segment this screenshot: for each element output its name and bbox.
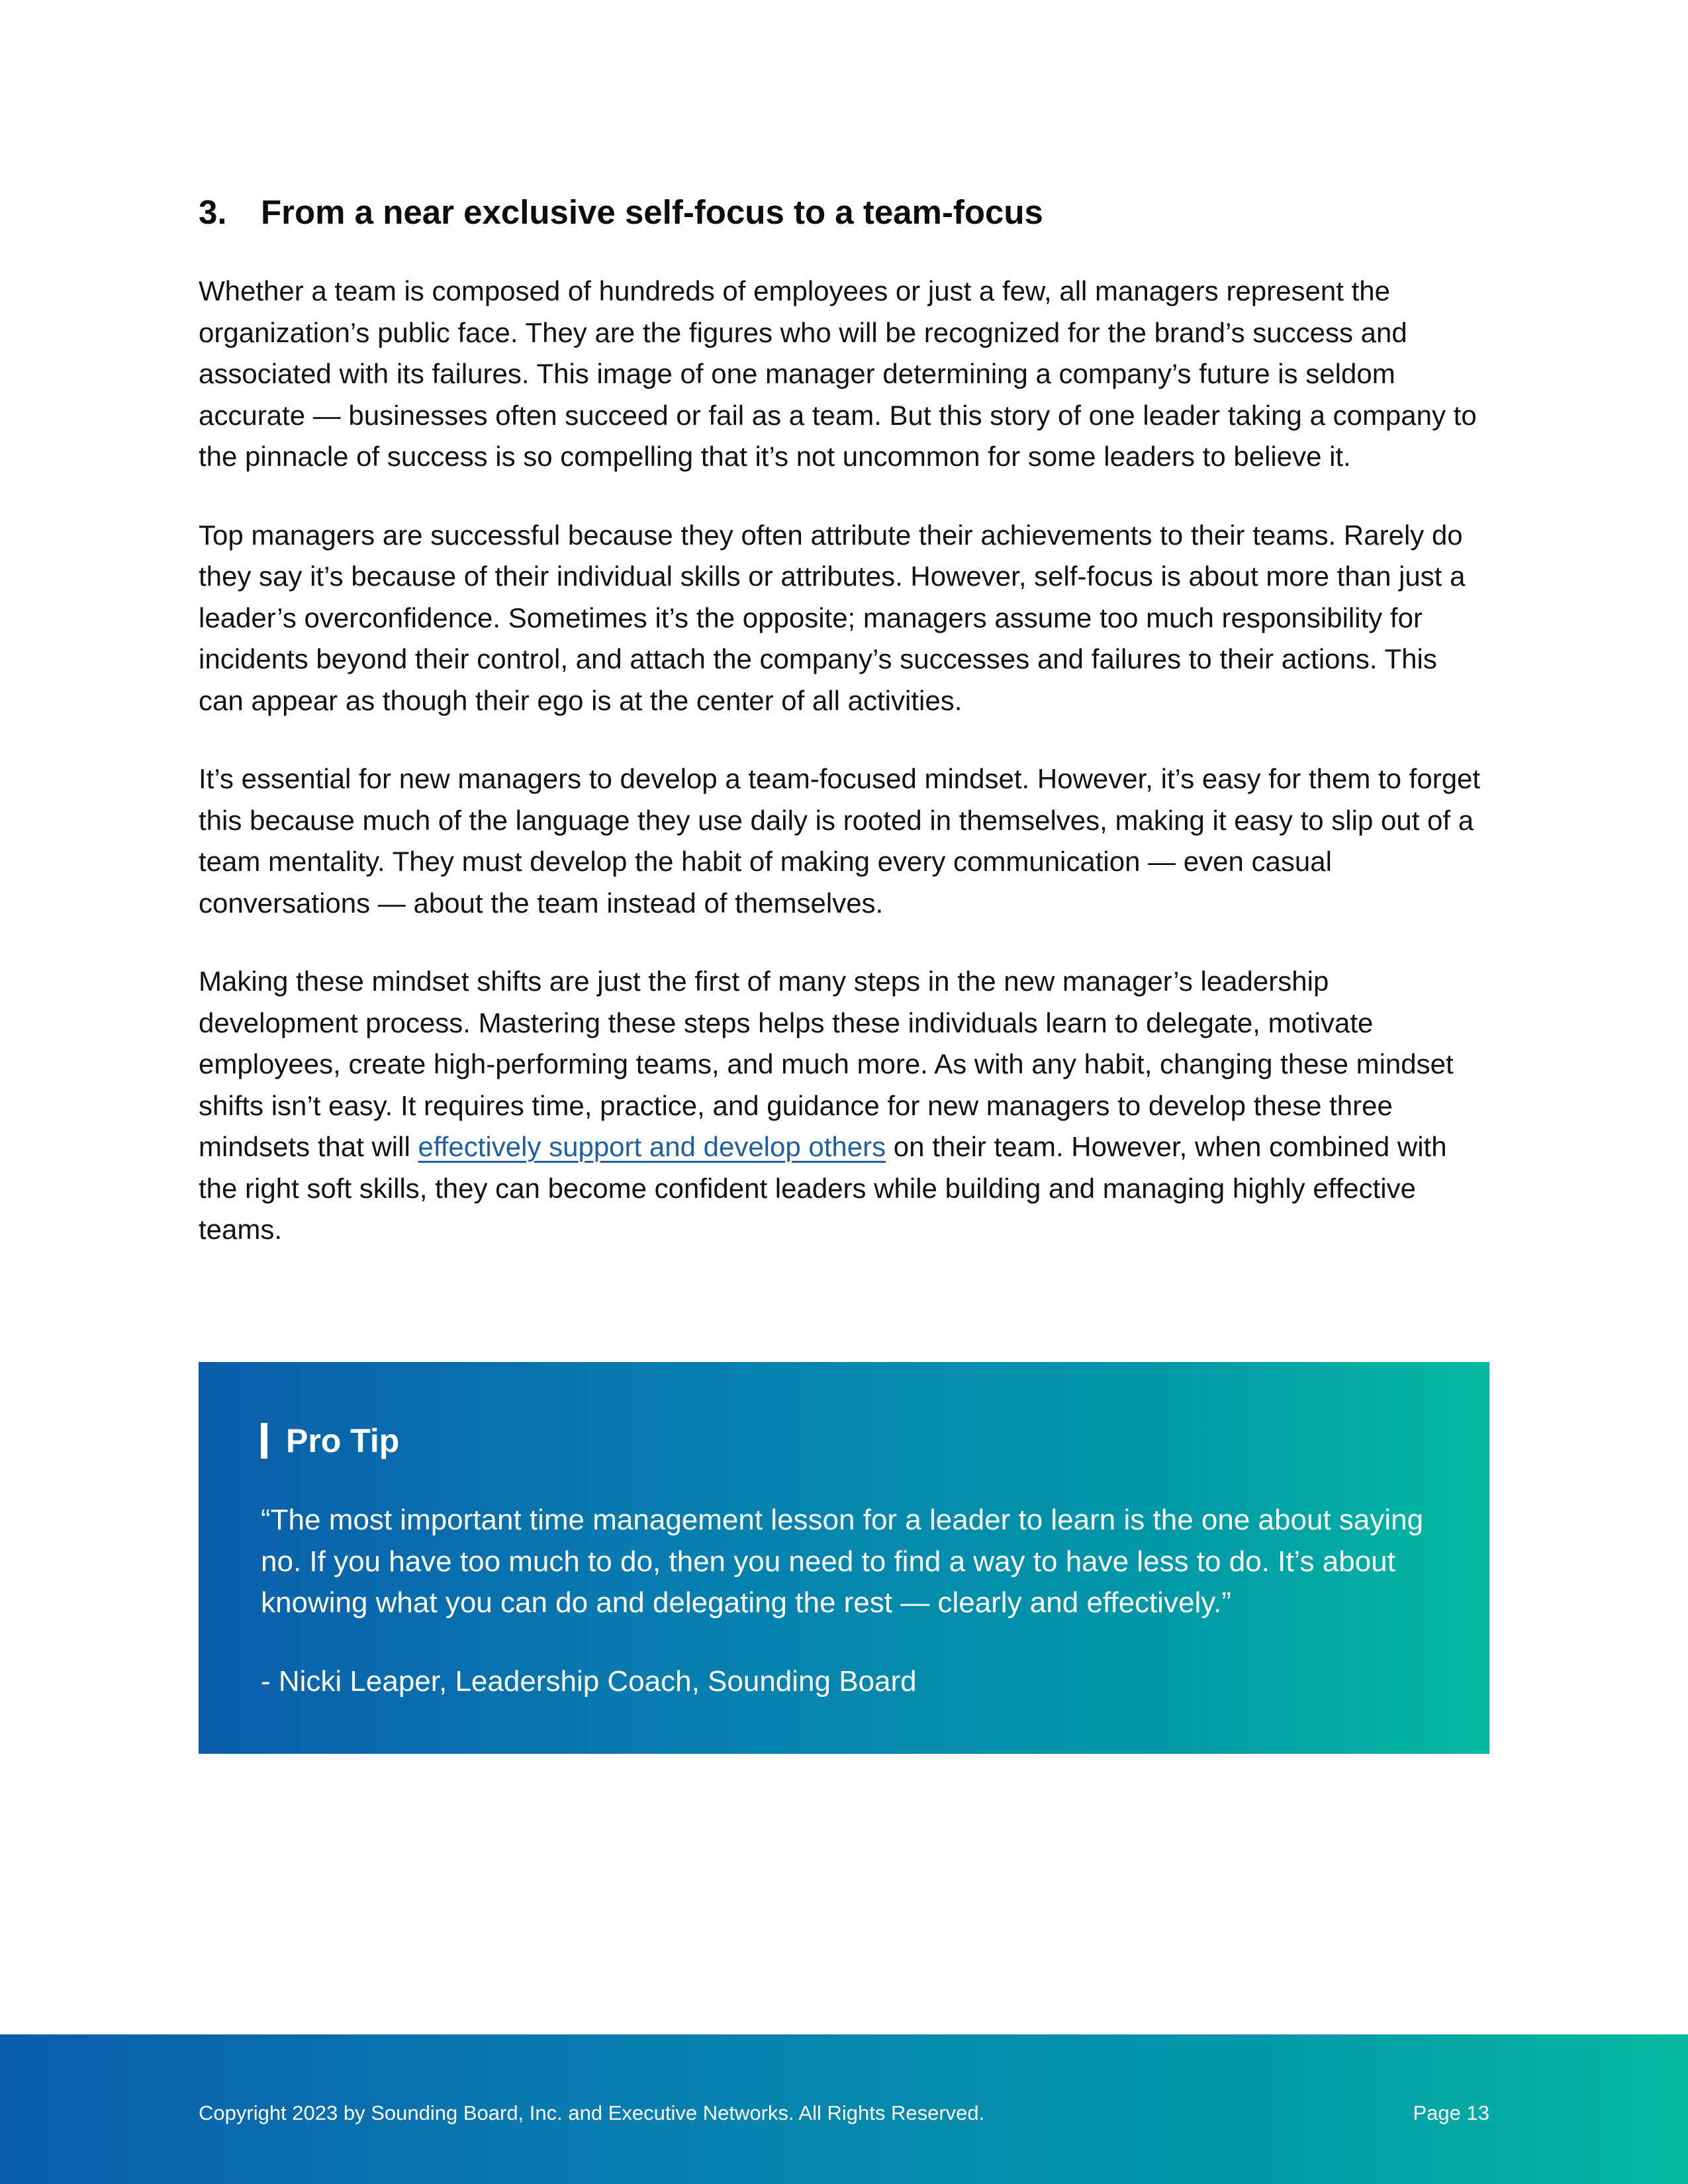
page-footer [0, 2034, 1688, 2184]
section-heading [199, 192, 1489, 232]
paragraph-4 [199, 961, 1489, 1251]
pro-tip-author: - Nicki Leaper, Leadership Coach, Sounding Board [261, 1664, 917, 1698]
pro-tip-heading [261, 1423, 1427, 1459]
paragraph-4-text-before: Making these mindset shifts are just the first of many steps in the new manager’s leadership development process. Mastering these steps helps these individuals learn to delegate, motivate employees, create high-performing teams, and much more. As with any habit, changing these mindset shifts isn’t easy. It requires time, practice, and guidance for new managers to develop these three mindsets that will [199, 966, 1454, 1163]
main-content [199, 192, 1489, 1288]
section-title: From a near exclusive self-focus to a team-focus [261, 193, 1043, 231]
pro-tip-title: Pro Tip [286, 1422, 400, 1459]
pro-tip-quote: “The most important time management lesson for a leader to learn is the one about saying no. If you have too much to do, then you need to find a way to have less to do. It’s about knowing what you can do and delegating the rest — clearly and effectively.” [261, 1504, 1424, 1619]
paragraph-2: Top managers are successful because they often attribute their achievements to their teams. Rarely do they say it’s because of their individual skills or attributes. However, self-focus is about more than just a leader’s overconfidence. Sometimes it’s the opposite; managers assume too much responsibility for incidents beyond their control, and attach the company’s successes and failures to their actions. This can appear as though their ego is at the center of all activities. [199, 519, 1466, 716]
paragraph-3: It’s essential for new managers to develop a team-focused mindset. However, it’s easy for them to forget this because much of the language they use daily is rooted in themselves, making it easy to slip out of a team mentality. They must develop the habit of making every communication — even casual conversations — about the team instead of themselves. [199, 763, 1481, 919]
footer-copyright: Copyright 2023 by Sounding Board, Inc. and Executive Networks. All Rights Reserved. [199, 2101, 985, 2124]
accent-bar [261, 1423, 267, 1459]
support-develop-others-link[interactable]: effectively support and develop others [418, 1131, 886, 1163]
page-number: Page 13 [1413, 2101, 1489, 2124]
pro-tip-box [199, 1362, 1489, 1754]
paragraph-4-text-after: on their team. However, when combined with the right soft skills, they can become confident leaders while building and managing highly effective teams. [199, 1131, 1447, 1246]
paragraph-1: Whether a team is composed of hundreds of employees or just a few, all managers represent the organization’s public face. They are the figures who will be recognized for the brand’s success and associated with its failures. This image of one manager determining a company’s future is seldom accurate — businesses often succeed or fail as a team. But this story of one leader taking a company to the pinnacle of success is so compelling that it’s not uncommon for some leaders to believe it. [199, 275, 1477, 473]
section-number: 3. [199, 193, 227, 231]
